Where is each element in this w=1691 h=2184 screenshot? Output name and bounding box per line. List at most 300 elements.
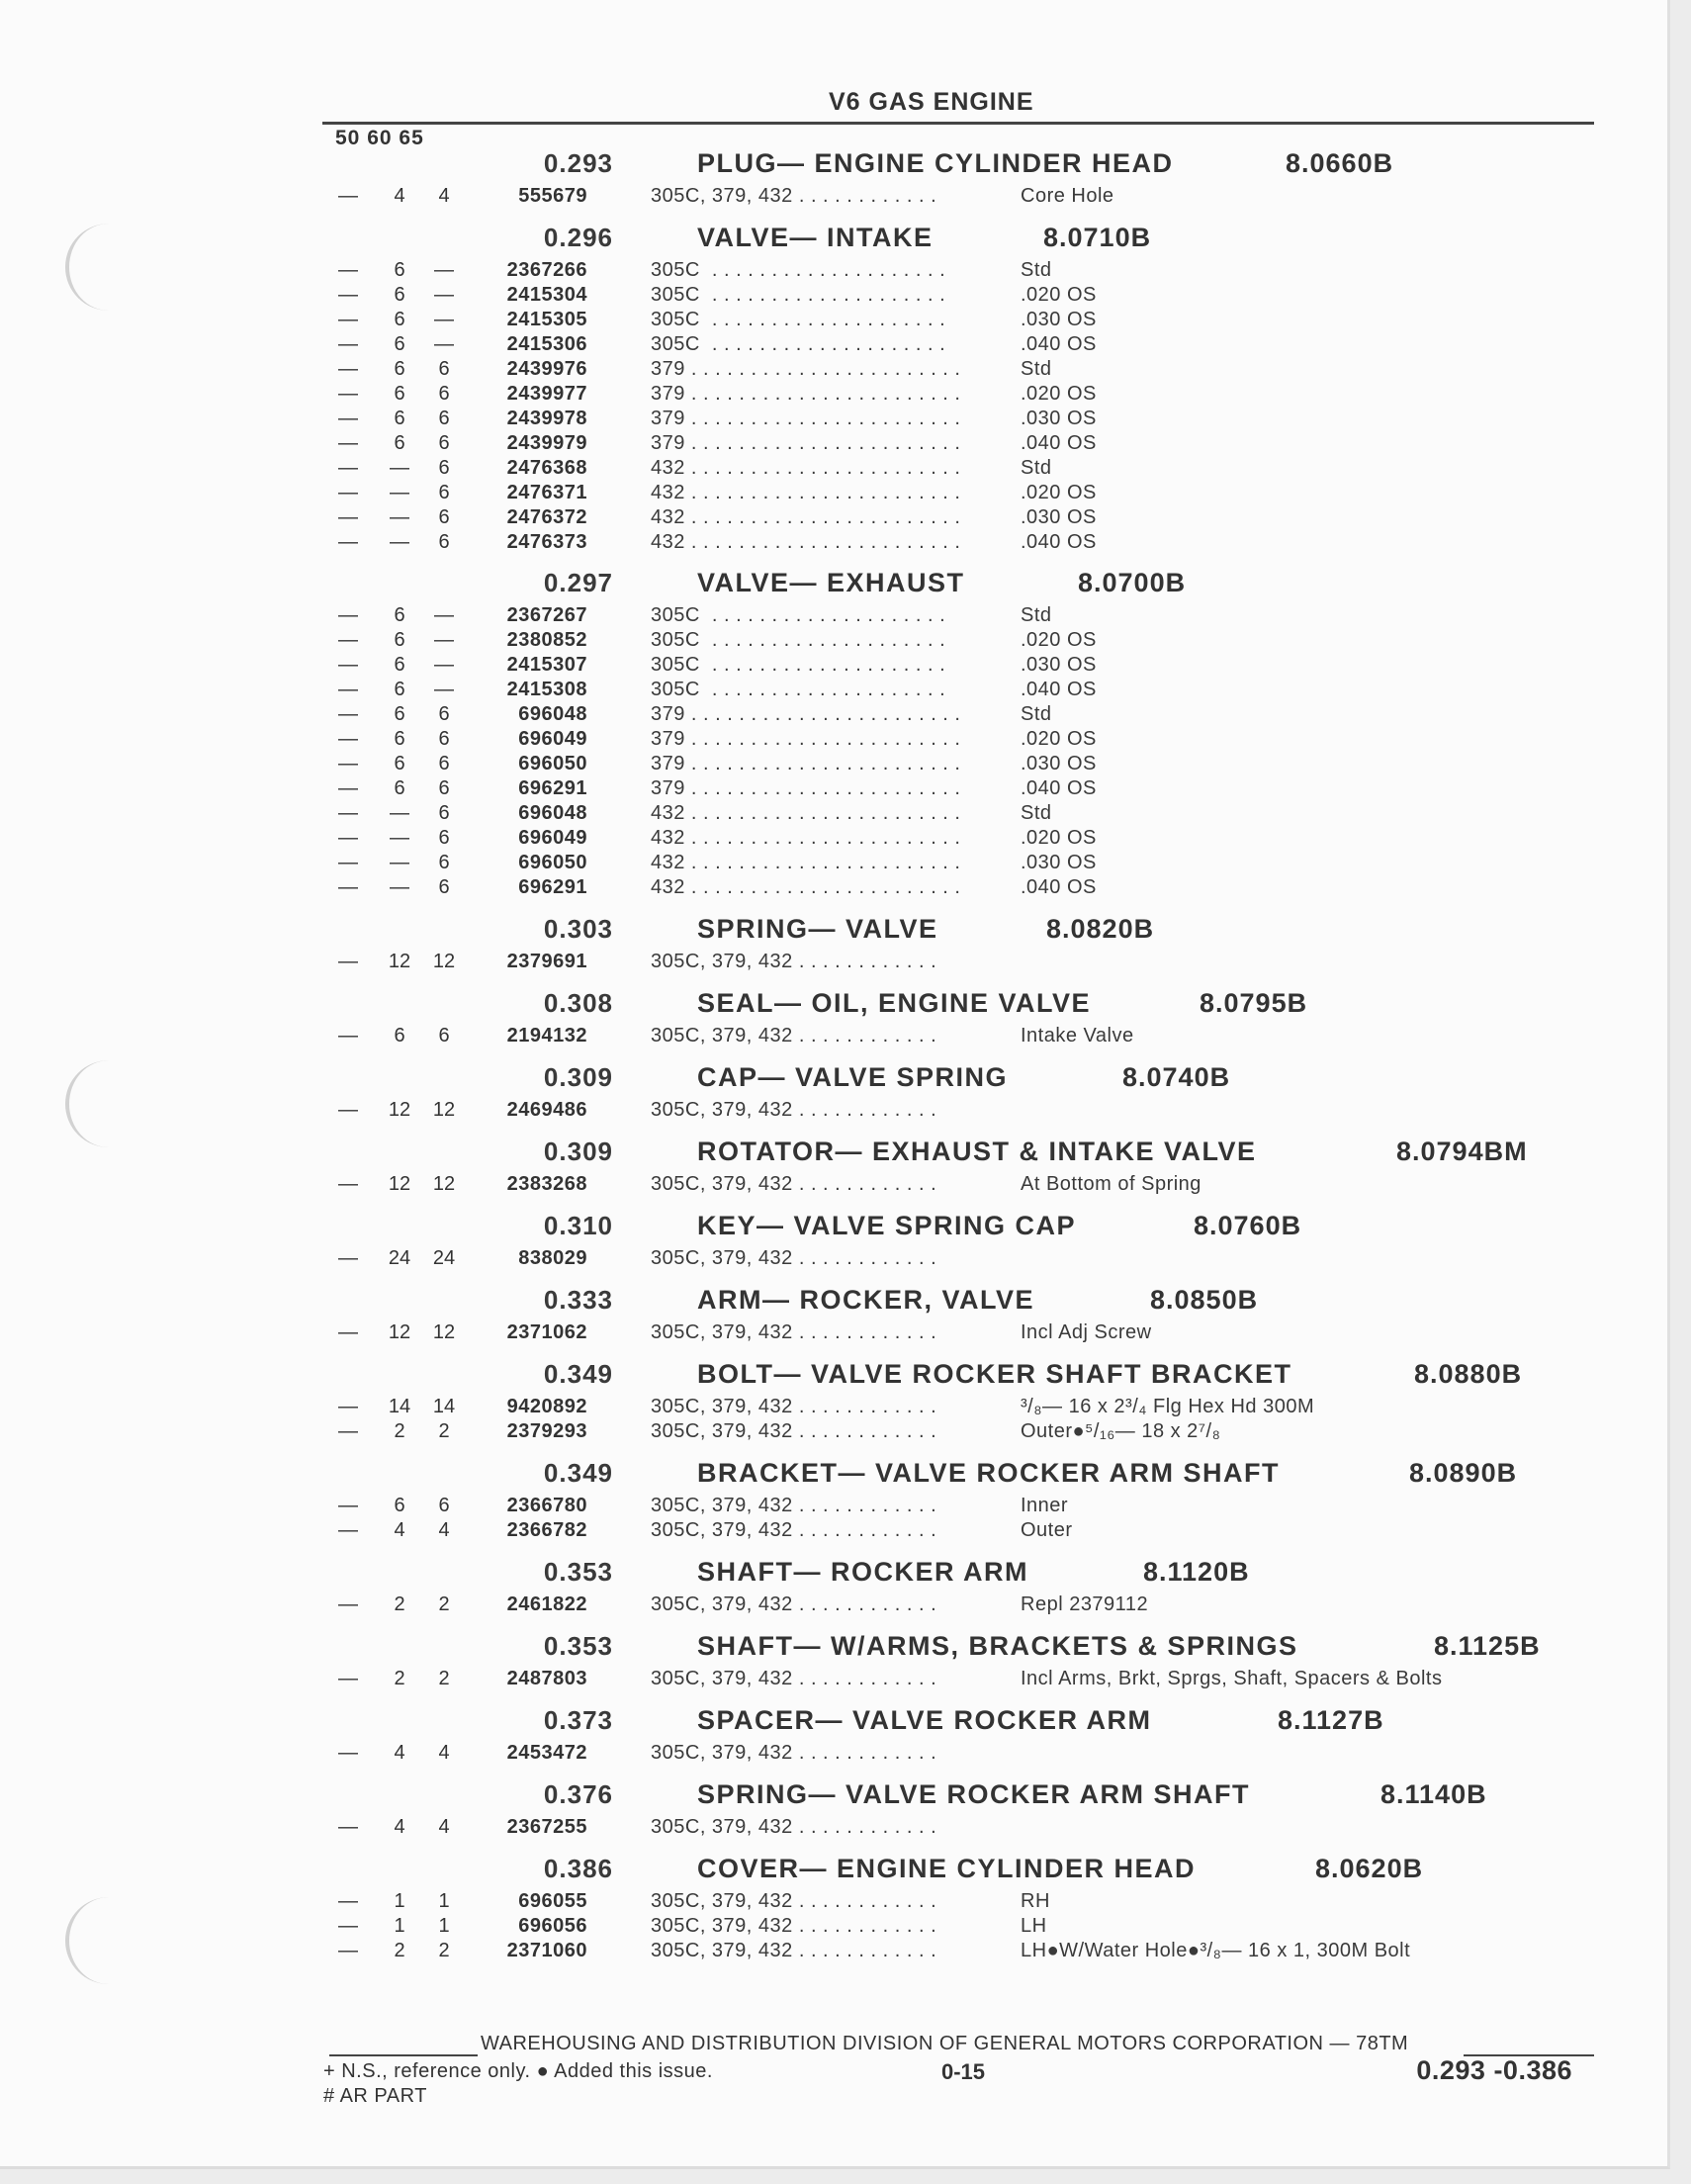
section-header: [0, 566, 1667, 603]
qty-60: 6: [394, 358, 405, 380]
part-row: [0, 407, 1667, 431]
part-row: [0, 776, 1667, 801]
part-row: [0, 431, 1667, 456]
part-row: [0, 875, 1667, 900]
section-title: VALVE— INTAKE: [697, 223, 934, 252]
qty-65: 6: [438, 358, 450, 380]
application: 305C, 379, 432 . . . . . . . . . . . .: [651, 951, 937, 972]
qty-65: —: [434, 309, 454, 330]
part-number: 2439979: [506, 432, 587, 454]
part-number: 2469486: [506, 1099, 587, 1121]
application: 305C, 379, 432 . . . . . . . . . . . .: [651, 1099, 937, 1121]
qty-50: —: [338, 1668, 358, 1689]
qty-65: 6: [438, 531, 450, 553]
part-number: 696291: [518, 777, 587, 799]
part-row: [0, 283, 1667, 308]
section-header: [0, 1629, 1667, 1667]
section-number: 0.333: [543, 1285, 613, 1315]
part-number: 2415307: [506, 654, 587, 676]
qty-65: 12: [432, 1173, 456, 1195]
qty-50: —: [338, 333, 358, 355]
quantity-column-header: 50 60 65: [335, 127, 424, 149]
part-row: [0, 184, 1667, 209]
section-code: 8.0710B: [1043, 223, 1152, 252]
qty-65: 6: [438, 852, 450, 873]
qty-65: —: [434, 604, 454, 626]
description: Outer●⁵/₁₆— 18 x 2⁷/₈: [1021, 1420, 1221, 1442]
qty-60: —: [390, 457, 409, 479]
part-number: 2476373: [506, 531, 587, 553]
application: 379 . . . . . . . . . . . . . . . . . . . . . . .: [651, 408, 961, 429]
qty-65: 6: [438, 432, 450, 454]
description: Std: [1021, 457, 1052, 479]
section-number: 0.310: [543, 1211, 613, 1240]
section-code: 8.0820B: [1046, 914, 1155, 944]
qty-50: —: [338, 827, 358, 849]
description: .020 OS: [1021, 383, 1097, 405]
qty-65: 12: [432, 951, 456, 972]
section-number: 0.309: [543, 1137, 613, 1166]
application: 305C, 379, 432 . . . . . . . . . . . .: [651, 1890, 937, 1912]
application: 305C . . . . . . . . . . . . . . . . . . . .: [651, 604, 946, 626]
application: 305C, 379, 432 . . . . . . . . . . . .: [651, 1940, 937, 1961]
qty-50: —: [338, 604, 358, 626]
section-number: 0.303: [543, 914, 613, 944]
part-row: [0, 1419, 1667, 1444]
parts-section: [0, 221, 1667, 555]
qty-65: 6: [438, 408, 450, 429]
parts-section: [0, 1703, 1667, 1766]
part-number: 696056: [518, 1915, 587, 1937]
parts-section: [0, 1456, 1667, 1543]
qty-60: 6: [394, 1495, 405, 1516]
qty-60: 2: [394, 1593, 405, 1615]
description: .020 OS: [1021, 827, 1097, 849]
section-header: [0, 1456, 1667, 1494]
application: 305C . . . . . . . . . . . . . . . . . . . .: [651, 654, 946, 676]
qty-50: —: [338, 951, 358, 972]
section-number: 0.353: [543, 1631, 613, 1661]
application: 305C . . . . . . . . . . . . . . . . . . . .: [651, 284, 946, 306]
part-number: 2439976: [506, 358, 587, 380]
section-header: [0, 1135, 1667, 1172]
qty-60: 14: [388, 1396, 411, 1417]
qty-60: 4: [394, 185, 405, 207]
qty-60: 6: [394, 777, 405, 799]
part-number: 696048: [518, 802, 587, 824]
qty-50: —: [338, 531, 358, 553]
description: Core Hole: [1021, 185, 1114, 207]
part-row: [0, 481, 1667, 505]
section-title: ROTATOR— EXHAUST & INTAKE VALVE: [697, 1137, 1257, 1166]
qty-65: 4: [438, 1742, 450, 1764]
part-number: 2415305: [506, 309, 587, 330]
part-row: [0, 1592, 1667, 1617]
qty-65: —: [434, 259, 454, 281]
section-title: VALVE— EXHAUST: [697, 568, 965, 597]
qty-60: 6: [394, 333, 405, 355]
part-row: [0, 1667, 1667, 1691]
application: 305C, 379, 432 . . . . . . . . . . . .: [651, 1519, 937, 1541]
qty-65: 6: [438, 753, 450, 774]
application: 305C, 379, 432 . . . . . . . . . . . .: [651, 185, 937, 207]
qty-65: 6: [438, 802, 450, 824]
qty-65: —: [434, 284, 454, 306]
application: 432 . . . . . . . . . . . . . . . . . . . . . . .: [651, 827, 961, 849]
application: 305C, 379, 432 . . . . . . . . . . . .: [651, 1668, 937, 1689]
qty-60: 6: [394, 432, 405, 454]
part-row: [0, 653, 1667, 678]
description: .030 OS: [1021, 309, 1097, 330]
page-title: V6 GAS ENGINE: [829, 88, 1034, 116]
section-title: SEAL— OIL, ENGINE VALVE: [697, 988, 1092, 1018]
section-header: [0, 986, 1667, 1024]
section-header: [0, 1777, 1667, 1815]
page-number: 0-15: [941, 2059, 986, 2084]
application: 305C, 379, 432 . . . . . . . . . . . .: [651, 1247, 937, 1269]
section-number: 0.308: [543, 988, 613, 1018]
qty-50: —: [338, 1890, 358, 1912]
part-row: [0, 1494, 1667, 1518]
section-title: ARM— ROCKER, VALVE: [697, 1285, 1035, 1315]
qty-60: 24: [388, 1247, 411, 1269]
qty-65: 4: [438, 185, 450, 207]
qty-50: —: [338, 1593, 358, 1615]
section-header: [0, 1852, 1667, 1889]
section-number: 0.386: [543, 1854, 613, 1883]
qty-60: 12: [388, 1099, 411, 1121]
qty-65: 6: [438, 876, 450, 898]
part-row: [0, 1395, 1667, 1419]
qty-50: —: [338, 1519, 358, 1541]
qty-50: —: [338, 383, 358, 405]
section-header: [0, 1060, 1667, 1098]
qty-50: —: [338, 629, 358, 651]
part-row: [0, 1246, 1667, 1271]
application: 305C, 379, 432 . . . . . . . . . . . .: [651, 1396, 937, 1417]
section-number: 0.297: [543, 568, 613, 597]
section-number: 0.353: [543, 1557, 613, 1587]
description: At Bottom of Spring: [1021, 1173, 1202, 1195]
application: 432 . . . . . . . . . . . . . . . . . . . . . . .: [651, 506, 961, 528]
section-code: 8.0740B: [1122, 1062, 1231, 1092]
section-code: 8.0850B: [1150, 1285, 1259, 1315]
title-rule: [322, 122, 1594, 125]
qty-60: 6: [394, 259, 405, 281]
part-number: 838029: [518, 1247, 587, 1269]
qty-60: —: [390, 531, 409, 553]
section-title: KEY— VALVE SPRING CAP: [697, 1211, 1077, 1240]
qty-50: —: [338, 506, 358, 528]
part-row: [0, 678, 1667, 702]
qty-60: 12: [388, 1173, 411, 1195]
part-row: [0, 1320, 1667, 1345]
parts-section: [0, 146, 1667, 209]
qty-60: 4: [394, 1519, 405, 1541]
part-number: 696055: [518, 1890, 587, 1912]
part-number: 696050: [518, 852, 587, 873]
section-title: CAP— VALVE SPRING: [697, 1062, 1009, 1092]
section-code: 8.0890B: [1409, 1458, 1518, 1488]
part-row: [0, 851, 1667, 875]
application: 379 . . . . . . . . . . . . . . . . . . . . . . .: [651, 383, 961, 405]
qty-60: 6: [394, 408, 405, 429]
description: .020 OS: [1021, 728, 1097, 750]
qty-60: 6: [394, 383, 405, 405]
application: 379 . . . . . . . . . . . . . . . . . . . . . . .: [651, 777, 961, 799]
part-number: 2379691: [506, 951, 587, 972]
qty-60: 6: [394, 654, 405, 676]
qty-60: 6: [394, 1025, 405, 1046]
description: Std: [1021, 358, 1052, 380]
section-header: [0, 146, 1667, 184]
qty-50: —: [338, 457, 358, 479]
part-row: [0, 1815, 1667, 1840]
parts-section: [0, 1852, 1667, 1963]
footer-ar-note: # AR PART: [323, 2085, 427, 2107]
qty-50: —: [338, 679, 358, 700]
section-code: 8.0880B: [1414, 1359, 1523, 1389]
application: 379 . . . . . . . . . . . . . . . . . . . . . . .: [651, 432, 961, 454]
description: Std: [1021, 604, 1052, 626]
qty-65: 2: [438, 1420, 450, 1442]
description: .030 OS: [1021, 753, 1097, 774]
part-number: 696048: [518, 703, 587, 725]
parts-section: [0, 1060, 1667, 1123]
part-row: [0, 308, 1667, 332]
part-row: [0, 332, 1667, 357]
section-code: 8.0794BM: [1396, 1137, 1528, 1166]
part-number: 2371060: [506, 1940, 587, 1961]
description: RH: [1021, 1890, 1050, 1912]
parts-section: [0, 1283, 1667, 1345]
part-row: [0, 1172, 1667, 1197]
section-code: 8.0660B: [1286, 148, 1394, 178]
part-number: 2415308: [506, 679, 587, 700]
part-number: 2371062: [506, 1321, 587, 1343]
application: 379 . . . . . . . . . . . . . . . . . . . . . . .: [651, 703, 961, 725]
qty-50: —: [338, 1420, 358, 1442]
description: .020 OS: [1021, 482, 1097, 503]
qty-50: —: [338, 432, 358, 454]
description: .030 OS: [1021, 852, 1097, 873]
qty-50: —: [338, 1816, 358, 1838]
qty-65: 1: [438, 1890, 450, 1912]
qty-50: —: [338, 654, 358, 676]
part-number: 2380852: [506, 629, 587, 651]
section-number: 0.309: [543, 1062, 613, 1092]
application: 305C, 379, 432 . . . . . . . . . . . .: [651, 1915, 937, 1937]
qty-50: —: [338, 852, 358, 873]
qty-60: 6: [394, 284, 405, 306]
qty-60: 2: [394, 1668, 405, 1689]
part-number: 2439978: [506, 408, 587, 429]
parts-section: [0, 1209, 1667, 1271]
part-number: 2476368: [506, 457, 587, 479]
qty-65: 6: [438, 482, 450, 503]
part-number: 2453472: [506, 1742, 587, 1764]
description: Outer: [1021, 1519, 1073, 1541]
description: .020 OS: [1021, 284, 1097, 306]
description: ³/₈— 16 x 2³/₄ Flg Hex Hd 300M: [1021, 1396, 1315, 1417]
description: Intake Valve: [1021, 1025, 1134, 1046]
parts-section: [0, 986, 1667, 1048]
parts-section: [0, 1777, 1667, 1840]
application: 305C, 379, 432 . . . . . . . . . . . .: [651, 1495, 937, 1516]
section-code: 8.0620B: [1315, 1854, 1424, 1883]
section-code: 8.1125B: [1434, 1631, 1541, 1661]
qty-50: —: [338, 753, 358, 774]
section-code: 8.0700B: [1078, 568, 1187, 597]
part-number: 696049: [518, 728, 587, 750]
application: 379 . . . . . . . . . . . . . . . . . . . . . . .: [651, 753, 961, 774]
part-row: [0, 1098, 1667, 1123]
section-code: 8.1127B: [1278, 1705, 1384, 1735]
section-title: SPACER— VALVE ROCKER ARM: [697, 1705, 1152, 1735]
section-number: 0.296: [543, 223, 613, 252]
qty-65: —: [434, 629, 454, 651]
description: .030 OS: [1021, 408, 1097, 429]
description: .040 OS: [1021, 432, 1097, 454]
section-title: BOLT— VALVE ROCKER SHAFT BRACKET: [697, 1359, 1292, 1389]
part-number: 2476372: [506, 506, 587, 528]
description: Std: [1021, 802, 1052, 824]
qty-60: —: [390, 852, 409, 873]
qty-65: 12: [432, 1099, 456, 1121]
parts-section: [0, 1357, 1667, 1444]
parts-section: [0, 566, 1667, 900]
section-code: 8.1120B: [1143, 1557, 1250, 1587]
application: 432 . . . . . . . . . . . . . . . . . . . . . . .: [651, 457, 961, 479]
qty-50: —: [338, 777, 358, 799]
qty-65: 4: [438, 1519, 450, 1541]
qty-60: 6: [394, 629, 405, 651]
qty-65: 2: [438, 1668, 450, 1689]
qty-50: —: [338, 408, 358, 429]
application: 432 . . . . . . . . . . . . . . . . . . . . . . .: [651, 852, 961, 873]
part-row: [0, 826, 1667, 851]
part-number: 2367267: [506, 604, 587, 626]
description: LH●W/Water Hole●³/₈— 16 x 1, 300M Bolt: [1021, 1940, 1411, 1961]
part-number: 2194132: [506, 1025, 587, 1046]
section-number: 0.349: [543, 1458, 613, 1488]
section-number: 0.373: [543, 1705, 613, 1735]
qty-60: 12: [388, 951, 411, 972]
part-row: [0, 1024, 1667, 1048]
application: 305C . . . . . . . . . . . . . . . . . . . .: [651, 629, 946, 651]
section-code: 8.1140B: [1380, 1779, 1487, 1809]
qty-65: 1: [438, 1915, 450, 1937]
application: 305C . . . . . . . . . . . . . . . . . . . .: [651, 309, 946, 330]
application: 305C . . . . . . . . . . . . . . . . . . . .: [651, 333, 946, 355]
qty-50: —: [338, 1173, 358, 1195]
part-row: [0, 801, 1667, 826]
section-code: 8.0760B: [1194, 1211, 1302, 1240]
section-header: [0, 1209, 1667, 1246]
qty-60: 2: [394, 1940, 405, 1961]
qty-50: —: [338, 358, 358, 380]
application: 305C, 379, 432 . . . . . . . . . . . .: [651, 1025, 937, 1046]
part-number: 2367255: [506, 1816, 587, 1838]
qty-60: 1: [394, 1890, 405, 1912]
qty-50: —: [338, 728, 358, 750]
part-number: 2415304: [506, 284, 587, 306]
part-row: [0, 1518, 1667, 1543]
footer-division: WAREHOUSING AND DISTRIBUTION DIVISION OF GENERAL MOTORS CORPORATION — 78TM: [481, 2033, 1409, 2054]
application: 305C, 379, 432 . . . . . . . . . . . .: [651, 1321, 937, 1343]
part-number: 555679: [518, 185, 587, 207]
part-row: [0, 456, 1667, 481]
section-title: BRACKET— VALVE ROCKER ARM SHAFT: [697, 1458, 1280, 1488]
application: 432 . . . . . . . . . . . . . . . . . . . . . . .: [651, 482, 961, 503]
qty-60: 6: [394, 703, 405, 725]
qty-50: —: [338, 876, 358, 898]
qty-65: 14: [432, 1396, 456, 1417]
qty-60: 6: [394, 728, 405, 750]
qty-60: 4: [394, 1816, 405, 1838]
part-number: 2487803: [506, 1668, 587, 1689]
part-row: [0, 752, 1667, 776]
part-number: 696049: [518, 827, 587, 849]
qty-60: 12: [388, 1321, 411, 1343]
qty-50: —: [338, 259, 358, 281]
application: 305C, 379, 432 . . . . . . . . . . . .: [651, 1593, 937, 1615]
section-title: SPRING— VALVE: [697, 914, 938, 944]
qty-50: —: [338, 1099, 358, 1121]
qty-60: 6: [394, 679, 405, 700]
qty-50: —: [338, 185, 358, 207]
part-row: [0, 382, 1667, 407]
qty-50: —: [338, 703, 358, 725]
description: Incl Adj Screw: [1021, 1321, 1152, 1343]
qty-60: 6: [394, 753, 405, 774]
section-number: 0.376: [543, 1779, 613, 1809]
section-header: [0, 221, 1667, 258]
part-row: [0, 1914, 1667, 1939]
description: .020 OS: [1021, 629, 1097, 651]
description: .040 OS: [1021, 777, 1097, 799]
qty-65: 6: [438, 1025, 450, 1046]
description: Std: [1021, 703, 1052, 725]
parts-section: [0, 912, 1667, 974]
part-number: 2367266: [506, 259, 587, 281]
part-number: 2366782: [506, 1519, 587, 1541]
qty-65: 6: [438, 383, 450, 405]
description: LH: [1021, 1915, 1047, 1937]
qty-60: —: [390, 506, 409, 528]
part-number: 2366780: [506, 1495, 587, 1516]
part-row: [0, 1939, 1667, 1963]
part-number: 696050: [518, 753, 587, 774]
qty-50: —: [338, 1247, 358, 1269]
section-header: [0, 1555, 1667, 1592]
section-title: SHAFT— ROCKER ARM: [697, 1557, 1028, 1587]
part-row: [0, 727, 1667, 752]
qty-50: —: [338, 1495, 358, 1516]
footer-legend: + N.S., reference only. ● Added this issue.: [323, 2060, 713, 2082]
part-row: [0, 258, 1667, 283]
part-number: 9420892: [506, 1396, 587, 1417]
qty-50: —: [338, 1742, 358, 1764]
section-title: SPRING— VALVE ROCKER ARM SHAFT: [697, 1779, 1251, 1809]
section-number: 0.349: [543, 1359, 613, 1389]
qty-50: —: [338, 1396, 358, 1417]
qty-65: —: [434, 654, 454, 676]
qty-65: 2: [438, 1593, 450, 1615]
qty-65: 6: [438, 506, 450, 528]
part-number: 696291: [518, 876, 587, 898]
section-title: PLUG— ENGINE CYLINDER HEAD: [697, 148, 1174, 178]
